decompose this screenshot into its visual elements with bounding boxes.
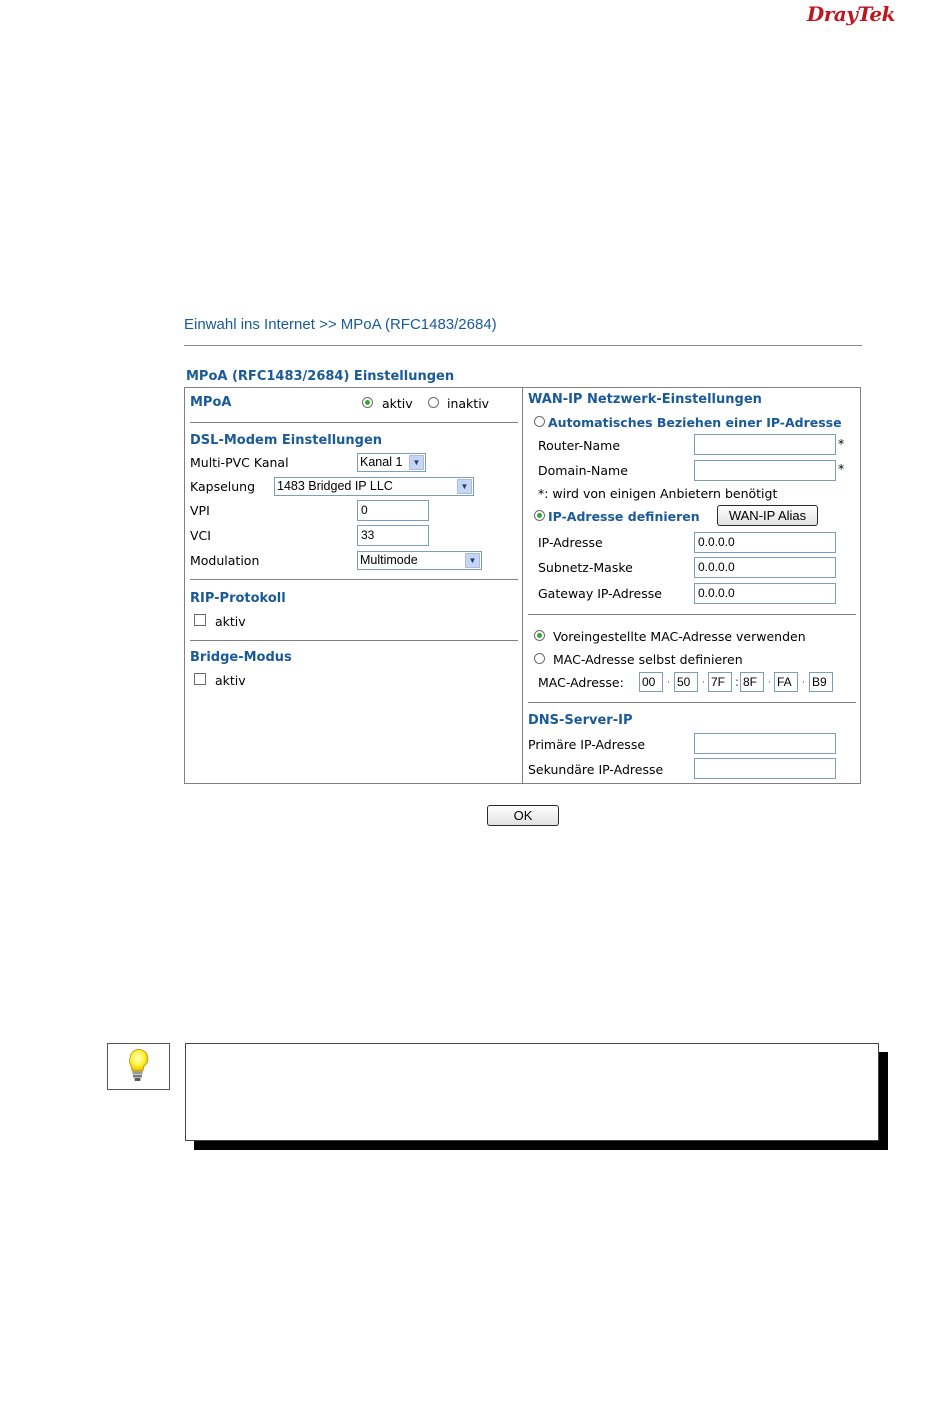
dns-secondary-input[interactable] xyxy=(694,758,836,779)
mac-separator: · xyxy=(667,678,670,688)
vpi-label: VPI xyxy=(190,503,210,518)
bridge-check-label: aktiv xyxy=(215,673,246,688)
router-name-label: Router-Name xyxy=(538,438,621,453)
mac-default-radio[interactable] xyxy=(534,630,545,641)
column-divider xyxy=(522,387,523,784)
modulation-select[interactable] xyxy=(357,551,482,570)
encap-label: Kapselung xyxy=(190,479,256,494)
draytek-logo: DrayTek xyxy=(806,2,895,26)
required-note: *: wird von einigen Anbietern benötigt xyxy=(538,486,778,501)
wan-ip-alias-button[interactable]: WAN-IP Alias xyxy=(717,505,818,526)
mac-octet-5[interactable]: FA xyxy=(774,672,798,692)
separator xyxy=(190,579,518,580)
dns-header: DNS-Server-IP xyxy=(528,713,633,728)
mac-default-label: Voreingestellte MAC-Adresse verwenden xyxy=(553,629,806,644)
mac-custom-radio[interactable] xyxy=(534,653,545,664)
mpoa-inactive-radio[interactable] xyxy=(428,397,439,408)
mac-separator: : xyxy=(735,675,740,689)
multipvc-select[interactable] xyxy=(357,453,426,472)
mac-label: MAC-Adresse: xyxy=(538,675,624,690)
gateway-label: Gateway IP-Adresse xyxy=(538,586,662,601)
subnet-input[interactable]: 0.0.0.0 xyxy=(694,557,836,578)
lightbulb-icon xyxy=(108,1044,169,1089)
separator xyxy=(190,422,518,423)
mpoa-label: MPoA xyxy=(190,395,232,410)
mpoa-active-label: aktiv xyxy=(382,396,413,411)
tip-icon-frame xyxy=(107,1043,170,1090)
mpoa-inactive-label: inaktiv xyxy=(447,396,490,411)
separator xyxy=(528,702,856,703)
rip-header: RIP-Protokoll xyxy=(190,591,286,606)
mac-separator: · xyxy=(802,678,805,688)
auto-ip-label: Automatisches Beziehen einer IP-Adresse xyxy=(548,415,842,430)
mac-separator: · xyxy=(768,678,771,688)
vci-label: VCI xyxy=(190,528,211,543)
dns-primary-label: Primäre IP-Adresse xyxy=(528,737,646,752)
tip-box xyxy=(185,1043,879,1141)
wan-header: WAN-IP Netzwerk-Einstellungen xyxy=(528,392,762,407)
dns-primary-input[interactable] xyxy=(694,733,836,754)
ip-label: IP-Adresse xyxy=(538,535,603,550)
gateway-input[interactable]: 0.0.0.0 xyxy=(694,583,836,604)
required-mark: * xyxy=(838,461,845,476)
ip-input[interactable]: 0.0.0.0 xyxy=(694,532,836,553)
vpi-input[interactable]: 0 xyxy=(357,500,429,521)
mac-octet-1[interactable]: 00 xyxy=(639,672,663,692)
dns-secondary-label: Sekundäre IP-Adresse xyxy=(528,762,664,777)
domain-name-input[interactable] xyxy=(694,460,836,481)
chevron-down-icon: ▼ xyxy=(465,553,480,568)
define-ip-label: IP-Adresse definieren xyxy=(548,509,700,524)
mac-separator: · xyxy=(702,678,705,688)
vci-input[interactable]: 33 xyxy=(357,525,429,546)
multipvc-label: Multi-PVC Kanal xyxy=(190,455,289,470)
dsl-header: DSL-Modem Einstellungen xyxy=(190,433,383,448)
separator xyxy=(528,614,856,615)
chevron-down-icon: ▼ xyxy=(409,455,424,470)
mac-octet-3[interactable]: 7F xyxy=(708,672,732,692)
modulation-label: Modulation xyxy=(190,553,260,568)
rip-checkbox[interactable] xyxy=(194,614,206,626)
mpoa-active-radio[interactable] xyxy=(362,397,373,408)
title-divider xyxy=(184,345,862,346)
page-title: Einwahl ins Internet >> MPoA (RFC1483/2684) xyxy=(184,316,497,333)
encap-select[interactable] xyxy=(274,477,474,496)
encap-value: 1483 Bridged IP LLC xyxy=(277,479,393,493)
mac-octet-6[interactable]: B9 xyxy=(809,672,833,692)
mac-octet-2[interactable]: 50 xyxy=(674,672,698,692)
modulation-value: Multimode xyxy=(360,553,418,567)
ok-button[interactable]: OK xyxy=(487,805,559,826)
bridge-header: Bridge-Modus xyxy=(190,650,292,665)
mac-custom-label: MAC-Adresse selbst definieren xyxy=(553,652,743,667)
chevron-down-icon: ▼ xyxy=(457,479,472,494)
required-mark: * xyxy=(838,436,845,451)
bridge-checkbox[interactable] xyxy=(194,673,206,685)
separator xyxy=(190,640,518,641)
section-caption: MPoA (RFC1483/2684) Einstellungen xyxy=(186,369,455,384)
mac-octet-4[interactable]: 8F xyxy=(740,672,764,692)
domain-name-label: Domain-Name xyxy=(538,463,628,478)
rip-check-label: aktiv xyxy=(215,614,246,629)
router-name-input[interactable] xyxy=(694,434,836,455)
auto-ip-radio[interactable] xyxy=(534,416,545,427)
define-ip-radio[interactable] xyxy=(534,510,545,521)
subnet-label: Subnetz-Maske xyxy=(538,560,633,575)
multipvc-value: Kanal 1 xyxy=(360,455,403,469)
